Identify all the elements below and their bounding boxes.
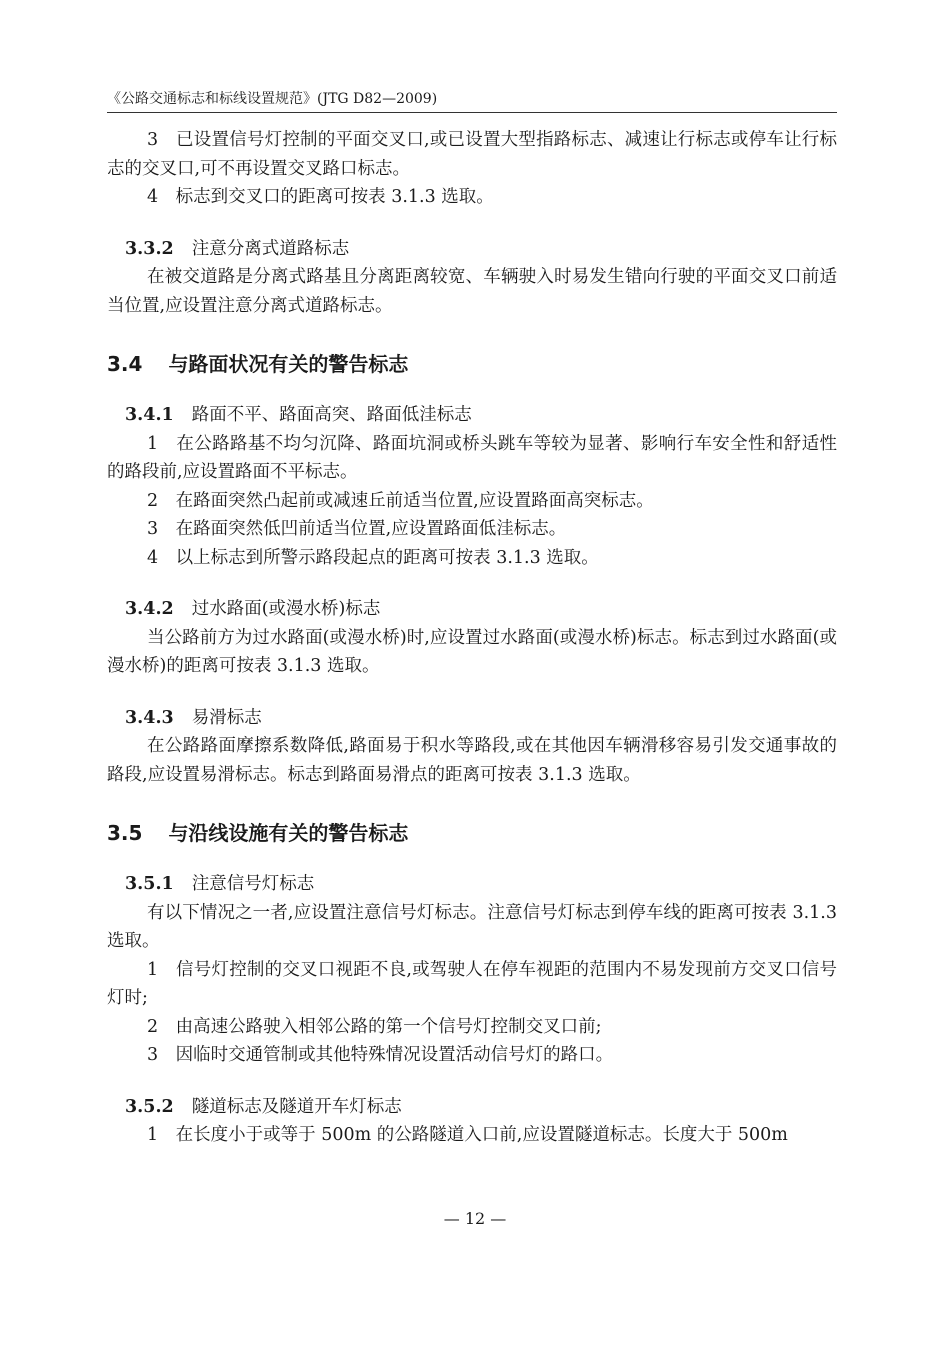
running-header: 《公路交通标志和标线设置规范》(JTG D82—2009) (107, 91, 438, 107)
heading-text: 过水路面(或漫水桥)标志 (191, 599, 381, 619)
paragraph: 在被交道路是分离式路基且分离距离较宽、车辆驶入时易发生错向行驶的平面交叉口前适当位置,应设置注意分离式道路标志。 (107, 267, 837, 316)
heading-number: 3.4 (107, 352, 143, 376)
subsection-heading (107, 235, 837, 264)
paragraph: 3 因临时交通管制或其他特殊情况设置活动信号灯的路口。 (147, 1045, 614, 1065)
paragraph: 3 已设置信号灯控制的平面交叉口,或已设置大型指路标志、减速让行标志或停车让行标志的交叉口,可不再设置交叉路口标志。 (107, 130, 837, 179)
subsection-heading (107, 595, 837, 624)
subsection-heading (107, 704, 837, 733)
paragraph: 4 以上标志到所警示路段起点的距离可按表 3.1.3 选取。 (147, 547, 599, 568)
paragraph: 4 标志到交叉口的距离可按表 3.1.3 选取。 (147, 187, 494, 207)
page-number: — 12 — (443, 1209, 507, 1228)
heading-text: 易滑标志 (191, 707, 262, 728)
paragraph: 当公路前方为过水路面(或漫水桥)时,应设置过水路面(或漫水桥)标志。标志到过水路面(或漫水桥)的距离可按表 3.1.3 选取。 (107, 627, 837, 676)
paragraph: 1 信号灯控制的交叉口视距不良,或驾驶人在停车视距的范围内不易发现前方交叉口信号灯时; (107, 959, 837, 1008)
heading-text: 注意分离式道路标志 (191, 238, 350, 259)
heading-text: 路面不平、路面高突、路面低洼标志 (191, 405, 472, 425)
paragraph: 1 在公路路基不均匀沉降、路面坑洞或桥头跳车等较为显著、影响行车安全性和舒适性的路段前,应设置路面不平标志。 (107, 433, 837, 482)
heading-text: 与路面状况有关的警告标志 (168, 352, 409, 376)
paragraph: 2 在路面突然凸起前或减速丘前适当位置,应设置路面高突标志。 (147, 490, 654, 511)
paragraph: 在公路路面摩擦系数降低,路面易于积水等路段,或在其他因车辆滑移容易引发交通事故的路段,应设置易滑标志。标志到路面易滑点的距离可按表 3.1.3 选取。 (107, 736, 837, 785)
section-heading (107, 350, 837, 378)
heading-text: 与沿线设施有关的警告标志 (168, 821, 409, 845)
heading-number: 3.4.1 (125, 405, 174, 425)
heading-number: 3.4.2 (125, 599, 174, 619)
heading-text: 隧道标志及隧道开车灯标志 (191, 1096, 402, 1117)
page-body (107, 126, 837, 1150)
subsection-heading (107, 1093, 837, 1122)
subsection-heading (107, 401, 837, 430)
heading-number: 3.5.1 (125, 874, 174, 894)
subsection-heading (107, 870, 837, 899)
section-heading (107, 819, 837, 847)
paragraph: 2 由高速公路驶入相邻公路的第一个信号灯控制交叉口前; (147, 1016, 602, 1037)
paragraph: 1 在长度小于或等于 500m 的公路隧道入口前,应设置隧道标志。长度大于 500m (147, 1125, 788, 1145)
heading-number: 3.3.2 (125, 238, 174, 259)
heading-number: 3.5 (107, 821, 143, 845)
heading-number: 3.5.2 (125, 1096, 174, 1117)
heading-number: 3.4.3 (125, 707, 174, 728)
header-rule (107, 112, 837, 113)
heading-text: 注意信号灯标志 (191, 874, 315, 894)
paragraph: 3 在路面突然低凹前适当位置,应设置路面低洼标志。 (147, 519, 567, 539)
paragraph: 有以下情况之一者,应设置注意信号灯标志。注意信号灯标志到停车线的距离可按表 3.1.3 选取。 (107, 902, 837, 951)
